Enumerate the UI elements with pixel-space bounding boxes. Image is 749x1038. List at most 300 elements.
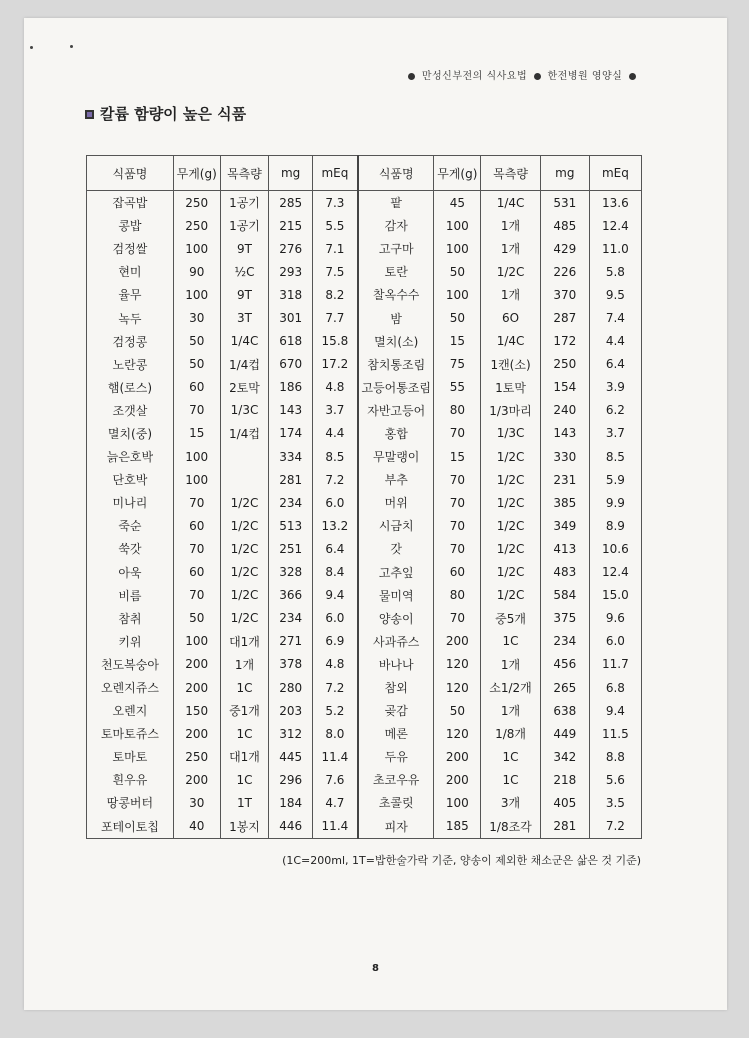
table-cell: 200 (173, 653, 220, 676)
table-cell: 6.4 (312, 537, 358, 560)
table-cell: 현미 (87, 260, 174, 283)
table-cell: 4.7 (312, 791, 358, 814)
table-row (87, 260, 642, 283)
table-cell: 햄(로스) (87, 376, 174, 399)
table-cell: 7.4 (589, 306, 641, 329)
table-cell: 1봉지 (220, 815, 269, 839)
column-header: 식품명 (358, 156, 434, 191)
bullet-icon (408, 73, 415, 80)
table-cell: 피자 (358, 815, 434, 839)
table-cell: 곶감 (358, 699, 434, 722)
table-cell: 1개 (481, 653, 541, 676)
table-cell: 296 (269, 768, 312, 791)
table-cell: 머위 (358, 491, 434, 514)
table-cell: 찰옥수수 (358, 283, 434, 306)
table-cell: 265 (540, 676, 589, 699)
table-cell: 대1개 (220, 630, 269, 653)
table-row (87, 768, 642, 791)
table-cell: 285 (269, 191, 312, 215)
table-cell: 100 (434, 237, 481, 260)
table-cell: 1/2C (481, 561, 541, 584)
table-cell: 50 (434, 260, 481, 283)
table-cell: 포테이토칩 (87, 815, 174, 839)
table-cell: 4.4 (312, 422, 358, 445)
table-cell: 349 (540, 514, 589, 537)
table-cell: 8.9 (589, 514, 641, 537)
table-cell: 9T (220, 237, 269, 260)
table-row (87, 422, 642, 445)
table-cell: 50 (173, 330, 220, 353)
table-cell: 154 (540, 376, 589, 399)
table-row (87, 306, 642, 329)
table-cell: 자반고등어 (358, 399, 434, 422)
table-cell: 100 (434, 214, 481, 237)
table-row (87, 537, 642, 560)
table-cell: 토마토쥬스 (87, 722, 174, 745)
table-cell: 1/2C (481, 514, 541, 537)
table-cell: 1개 (481, 699, 541, 722)
table-cell: 9.4 (312, 584, 358, 607)
table-row (87, 584, 642, 607)
table-cell: 276 (269, 237, 312, 260)
table-cell: 301 (269, 306, 312, 329)
table-cell: 100 (173, 237, 220, 260)
table-cell: 513 (269, 514, 312, 537)
table-cell: 초코우유 (358, 768, 434, 791)
table-cell: 1/2C (220, 491, 269, 514)
table-cell: 1개 (481, 214, 541, 237)
header-left-text: 만성신부전의 식사요법 (421, 71, 528, 82)
table-cell: 천도복숭아 (87, 653, 174, 676)
table-row (87, 491, 642, 514)
table-cell: 9.9 (589, 491, 641, 514)
table-cell: 100 (173, 468, 220, 491)
table-cell: 271 (269, 630, 312, 653)
table-cell: 70 (173, 584, 220, 607)
table-cell: 콩밥 (87, 214, 174, 237)
bullet-icon (629, 73, 636, 80)
table-cell: 1/8조각 (481, 815, 541, 839)
table-cell: 비름 (87, 584, 174, 607)
table-cell: 초콜릿 (358, 791, 434, 814)
table-cell: 소1/2개 (481, 676, 541, 699)
table-cell: 250 (173, 214, 220, 237)
table-cell: 1/2C (220, 584, 269, 607)
table-cell: 무말랭이 (358, 445, 434, 468)
table-cell: 8.5 (312, 445, 358, 468)
table-cell: 키위 (87, 630, 174, 653)
table-cell: 메론 (358, 722, 434, 745)
table-cell: 200 (173, 676, 220, 699)
table-cell: 홍합 (358, 422, 434, 445)
table-cell: 638 (540, 699, 589, 722)
table-cell: 조갯살 (87, 399, 174, 422)
table-cell: 고등어통조림 (358, 376, 434, 399)
table-cell: 잡곡밥 (87, 191, 174, 215)
table-cell: 200 (434, 768, 481, 791)
table-row (87, 514, 642, 537)
table-cell: 갓 (358, 537, 434, 560)
table-cell: 7.2 (312, 676, 358, 699)
table-cell: 12.4 (589, 214, 641, 237)
table-cell: 200 (173, 768, 220, 791)
table-cell: 250 (173, 191, 220, 215)
page-number: 8 (372, 963, 379, 974)
table-row (87, 630, 642, 653)
table-cell: 1C (481, 745, 541, 768)
table-cell: 1캔(소) (481, 353, 541, 376)
table-row (87, 353, 642, 376)
table-cell: 13.6 (589, 191, 641, 215)
table-cell: 70 (434, 422, 481, 445)
bullet-icon (534, 73, 541, 80)
table-cell: 1/2C (220, 514, 269, 537)
table-cell: 감자 (358, 214, 434, 237)
table-cell: 30 (173, 791, 220, 814)
table-cell: 8.4 (312, 561, 358, 584)
table-cell: 174 (269, 422, 312, 445)
table-cell: 12.4 (589, 561, 641, 584)
table-cell: 11.5 (589, 722, 641, 745)
table-cell: 10.6 (589, 537, 641, 560)
table-cell: 618 (269, 330, 312, 353)
table-cell: 5.9 (589, 468, 641, 491)
table-cell: 240 (540, 399, 589, 422)
square-bullet-icon (85, 110, 94, 119)
table-cell: 토란 (358, 260, 434, 283)
table-cell: 오렌지 (87, 699, 174, 722)
table-cell: 노란콩 (87, 353, 174, 376)
table-cell: 1C (481, 768, 541, 791)
table-cell: 검정쌀 (87, 237, 174, 260)
table-cell: 죽순 (87, 514, 174, 537)
table-cell: 두유 (358, 745, 434, 768)
table-cell: 1C (481, 630, 541, 653)
table-cell: 1/2C (481, 491, 541, 514)
table-cell: 1/2C (481, 445, 541, 468)
footnote: (1C=200ml, 1T=밥한술가락 기준, 양송이 제외한 채소군은 삶은 것 기준) (282, 854, 641, 867)
column-header: mg (540, 156, 589, 191)
table-cell: 1/3C (481, 422, 541, 445)
table-cell: 3개 (481, 791, 541, 814)
table-cell: 4.8 (312, 653, 358, 676)
table-cell: 7.2 (312, 468, 358, 491)
table-cell: 483 (540, 561, 589, 584)
table-cell: 150 (173, 699, 220, 722)
table-cell: 흰우유 (87, 768, 174, 791)
table-cell: 1/3C (220, 399, 269, 422)
running-header (405, 67, 639, 82)
table-row (87, 445, 642, 468)
table-cell: 143 (540, 422, 589, 445)
table-cell: 226 (540, 260, 589, 283)
table-cell: 70 (434, 514, 481, 537)
table-cell: 7.5 (312, 260, 358, 283)
table-cell: 율무 (87, 283, 174, 306)
table-cell: 456 (540, 653, 589, 676)
table-cell: 6.0 (312, 607, 358, 630)
table-cell: 50 (434, 699, 481, 722)
table-cell: 5.5 (312, 214, 358, 237)
table-cell: 1/2C (220, 607, 269, 630)
table-cell: 7.6 (312, 768, 358, 791)
table-cell: 팥 (358, 191, 434, 215)
table-cell: 6.0 (312, 491, 358, 514)
table-cell: 1C (220, 722, 269, 745)
table-cell: 70 (434, 491, 481, 514)
table-cell: 334 (269, 445, 312, 468)
table-cell: 참외 (358, 676, 434, 699)
table-cell: 9.5 (589, 283, 641, 306)
table-cell: 시금치 (358, 514, 434, 537)
table-cell: 203 (269, 699, 312, 722)
table-cell: 6.0 (589, 630, 641, 653)
table-cell: 312 (269, 722, 312, 745)
table-cell: 고추잎 (358, 561, 434, 584)
table-cell: 429 (540, 237, 589, 260)
table-cell: 부추 (358, 468, 434, 491)
table-cell: 70 (173, 537, 220, 560)
table-cell: 중5개 (481, 607, 541, 630)
table-cell: 3.7 (589, 422, 641, 445)
table-cell: 1/4컵 (220, 353, 269, 376)
table-cell: 405 (540, 791, 589, 814)
table-cell: 281 (540, 815, 589, 839)
table-cell: 7.1 (312, 237, 358, 260)
table-cell: 7.3 (312, 191, 358, 215)
table-cell: 멸치(중) (87, 422, 174, 445)
table-cell: 45 (434, 191, 481, 215)
table-cell: 449 (540, 722, 589, 745)
scan-speck (70, 45, 73, 48)
table-cell: 40 (173, 815, 220, 839)
table-cell: 1/4C (481, 330, 541, 353)
table-cell: 1/2C (220, 537, 269, 560)
potassium-food-table (86, 155, 642, 839)
table-cell: 13.2 (312, 514, 358, 537)
table-cell: 281 (269, 468, 312, 491)
table-cell: 50 (173, 607, 220, 630)
table-cell: 531 (540, 191, 589, 215)
table-cell: 50 (434, 306, 481, 329)
table-row (87, 791, 642, 814)
table-cell: 15 (434, 445, 481, 468)
table-row (87, 699, 642, 722)
table-cell: 밤 (358, 306, 434, 329)
table-cell: 아욱 (87, 561, 174, 584)
column-header: 목측량 (481, 156, 541, 191)
table-cell: 60 (173, 376, 220, 399)
table-row (87, 722, 642, 745)
table-row (87, 191, 642, 215)
column-header: mg (269, 156, 312, 191)
table-cell: 6.4 (589, 353, 641, 376)
table-cell: 중1개 (220, 699, 269, 722)
table-cell: 234 (540, 630, 589, 653)
column-header: 무게(g) (434, 156, 481, 191)
table-cell: 200 (434, 630, 481, 653)
table-cell: 70 (173, 491, 220, 514)
table-cell (220, 468, 269, 491)
table-header-row (87, 156, 642, 191)
table-cell: 2토막 (220, 376, 269, 399)
table-cell: 250 (540, 353, 589, 376)
table-row (87, 376, 642, 399)
scan-speck (30, 46, 33, 49)
table-cell: ½C (220, 260, 269, 283)
table-row (87, 815, 642, 839)
table-cell: 검정콩 (87, 330, 174, 353)
table-cell: 80 (434, 399, 481, 422)
table-cell: 9.4 (589, 699, 641, 722)
table-cell: 단호박 (87, 468, 174, 491)
table-cell: 3.7 (312, 399, 358, 422)
table-cell: 293 (269, 260, 312, 283)
table-cell: 6.8 (589, 676, 641, 699)
table-cell: 8.0 (312, 722, 358, 745)
table-cell: 318 (269, 283, 312, 306)
table-cell: 1/2C (481, 537, 541, 560)
table-cell: 100 (434, 283, 481, 306)
table-cell: 100 (173, 630, 220, 653)
table-cell: 쑥갓 (87, 537, 174, 560)
table-cell: 대1개 (220, 745, 269, 768)
table-row (87, 330, 642, 353)
table-cell: 1공기 (220, 214, 269, 237)
table-cell: 251 (269, 537, 312, 560)
table-cell: 250 (173, 745, 220, 768)
table-cell: 70 (434, 468, 481, 491)
table-cell: 1/8개 (481, 722, 541, 745)
table-cell: 80 (434, 584, 481, 607)
table-row (87, 561, 642, 584)
table-cell: 1/4C (220, 330, 269, 353)
table-cell: 100 (173, 445, 220, 468)
table-cell: 사과쥬스 (358, 630, 434, 653)
table-cell: 215 (269, 214, 312, 237)
table-row (87, 237, 642, 260)
table-cell: 1/4컵 (220, 422, 269, 445)
table-cell: 4.8 (312, 376, 358, 399)
table-cell: 11.0 (589, 237, 641, 260)
table-cell: 1개 (481, 237, 541, 260)
table-cell: 143 (269, 399, 312, 422)
table-cell: 184 (269, 791, 312, 814)
table-row (87, 676, 642, 699)
table-cell: 9.6 (589, 607, 641, 630)
table-cell: 녹두 (87, 306, 174, 329)
table-cell: 미나리 (87, 491, 174, 514)
section-title (85, 103, 246, 124)
table-cell: 366 (269, 584, 312, 607)
table-cell: 11.7 (589, 653, 641, 676)
table-cell: 670 (269, 353, 312, 376)
table-cell: 5.6 (589, 768, 641, 791)
table-cell (220, 445, 269, 468)
table-cell: 17.2 (312, 353, 358, 376)
table-cell: 8.2 (312, 283, 358, 306)
document-page (24, 18, 727, 1010)
table-cell: 1C (220, 676, 269, 699)
table-cell: 231 (540, 468, 589, 491)
table-cell: 4.4 (589, 330, 641, 353)
table-cell: 70 (434, 607, 481, 630)
column-header: mEq (589, 156, 641, 191)
table-cell: 3T (220, 306, 269, 329)
table-cell: 385 (540, 491, 589, 514)
table-cell: 200 (434, 745, 481, 768)
table-cell: 11.4 (312, 815, 358, 839)
table-cell: 1토막 (481, 376, 541, 399)
table-cell: 늙은호박 (87, 445, 174, 468)
table-cell: 200 (173, 722, 220, 745)
table-cell: 100 (434, 791, 481, 814)
table-cell: 6O (481, 306, 541, 329)
table-cell: 328 (269, 561, 312, 584)
table-cell: 1C (220, 768, 269, 791)
table-cell: 양송이 (358, 607, 434, 630)
table-cell: 참치통조림 (358, 353, 434, 376)
table-cell: 오렌지쥬스 (87, 676, 174, 699)
table-cell: 1/2C (481, 260, 541, 283)
table-cell: 234 (269, 491, 312, 514)
table-cell: 172 (540, 330, 589, 353)
table-cell: 55 (434, 376, 481, 399)
header-right-text: 한전병원 영양실 (547, 71, 623, 82)
table-cell: 6.9 (312, 630, 358, 653)
table-cell: 5.8 (589, 260, 641, 283)
table-cell: 75 (434, 353, 481, 376)
table-cell: 1T (220, 791, 269, 814)
table-cell: 5.2 (312, 699, 358, 722)
table-cell: 218 (540, 768, 589, 791)
table-cell: 1/2C (220, 561, 269, 584)
table-cell: 물미역 (358, 584, 434, 607)
table-cell: 멸치(소) (358, 330, 434, 353)
table-cell: 7.7 (312, 306, 358, 329)
table-cell: 70 (173, 399, 220, 422)
table-cell: 445 (269, 745, 312, 768)
table-cell: 90 (173, 260, 220, 283)
table-row (87, 745, 642, 768)
table-cell: 8.8 (589, 745, 641, 768)
table-cell: 고구마 (358, 237, 434, 260)
table-body (87, 191, 642, 839)
table-cell: 378 (269, 653, 312, 676)
table-cell: 1/2C (481, 468, 541, 491)
table-cell: 342 (540, 745, 589, 768)
table-cell: 287 (540, 306, 589, 329)
column-header: mEq (312, 156, 358, 191)
table-cell: 3.5 (589, 791, 641, 814)
table-cell: 446 (269, 815, 312, 839)
table-cell: 1/3마리 (481, 399, 541, 422)
table-row (87, 468, 642, 491)
table-cell: 참취 (87, 607, 174, 630)
table-cell: 375 (540, 607, 589, 630)
table-cell: 185 (434, 815, 481, 839)
table-row (87, 283, 642, 306)
section-title-text: 칼륨 함량이 높은 식품 (100, 105, 247, 123)
table-cell: 330 (540, 445, 589, 468)
column-header: 목측량 (220, 156, 269, 191)
column-header: 식품명 (87, 156, 174, 191)
table-cell: 15 (173, 422, 220, 445)
table-cell: 15 (434, 330, 481, 353)
table-cell: 1개 (220, 653, 269, 676)
table-cell: 땅콩버터 (87, 791, 174, 814)
table-cell: 60 (173, 561, 220, 584)
